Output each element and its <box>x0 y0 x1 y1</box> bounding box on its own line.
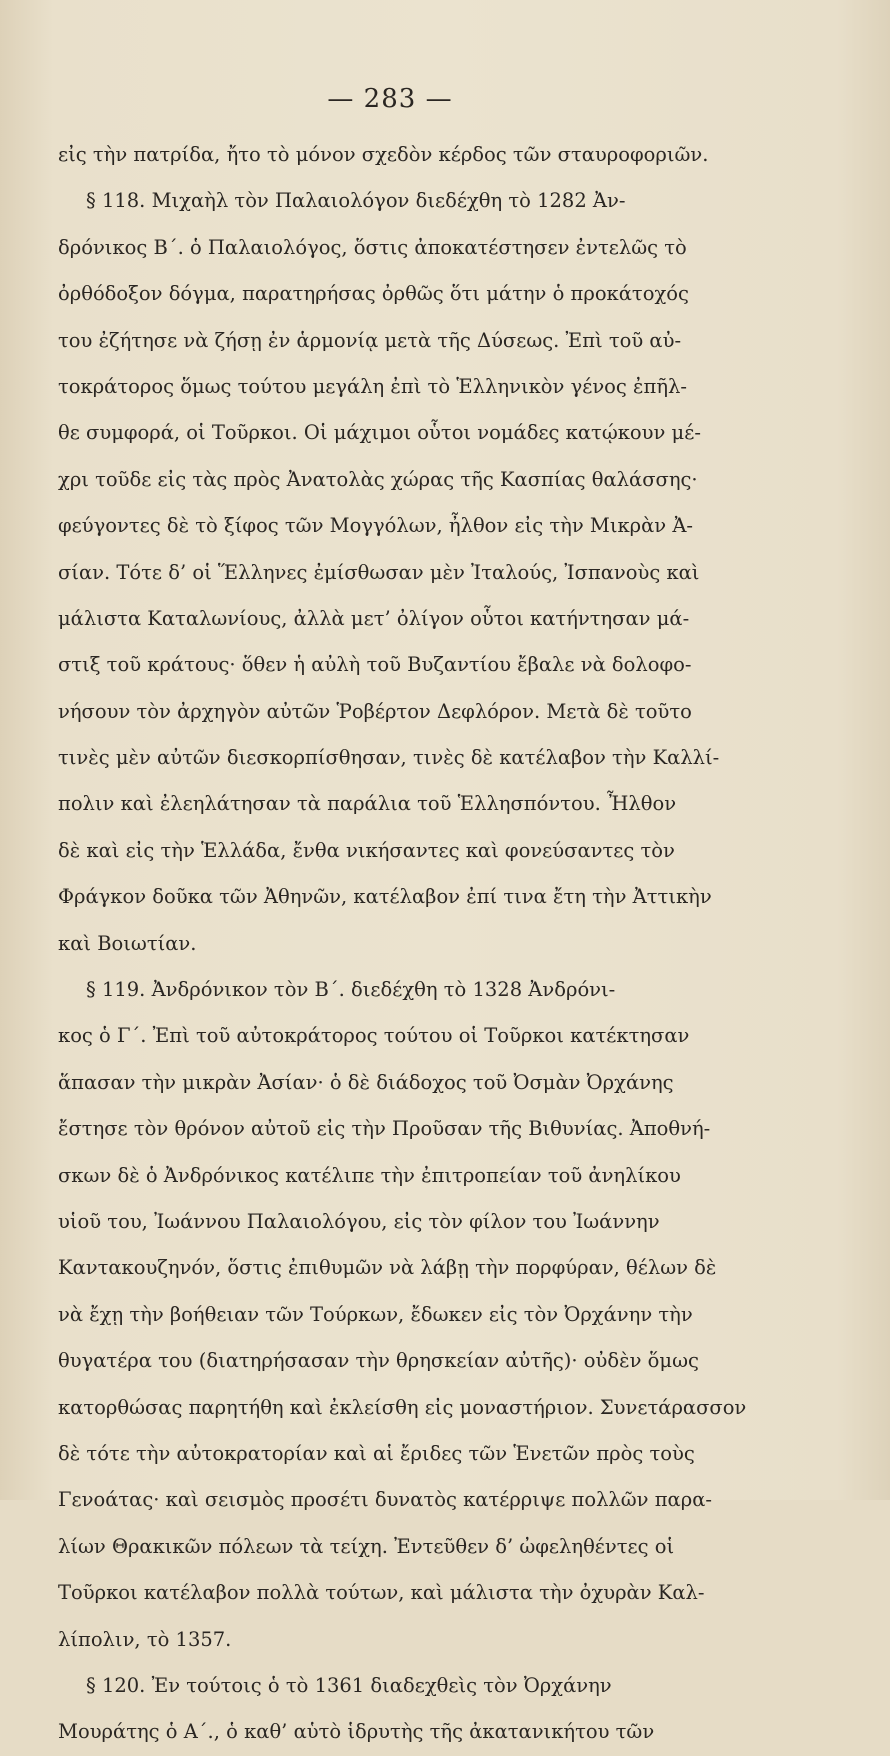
text-line: ἔστησε τὸν θρόνον αὐτοῦ εἰς τὴν Προῦσαν τῆς Βιθυνίας. Ἀποθνή- <box>58 1117 711 1141</box>
text-line: κατορθώσας παρητήθη καὶ ἐκλείσθη εἰς μοναστήριον. Συνετάρασσον <box>58 1395 747 1419</box>
text-line: Καντακουζηνόν, ὅστις ἐπιθυμῶν νὰ λάβῃ τὴν πορφύραν, θέλων δὲ <box>58 1256 717 1280</box>
text-line: σίαν. Τότε δ’ οἱ Ἕλληνες ἐμίσθωσαν μὲν Ἰταλούς, Ἰσπανοὺς καὶ <box>58 560 700 584</box>
text-line: ἅπασαν τὴν μικρὰν Ἀσίαν· ὁ δὲ διάδοχος τοῦ Ὀσμὰν Ὀρχάνης <box>58 1070 674 1094</box>
text-line: νήσουν τὸν ἀρχηγὸν αὐτῶν Ῥοβέρτον Δεφλόρον. Μετὰ δὲ τοῦτο <box>58 699 692 723</box>
text-line: δρόνικος Β΄. ὁ Παλαιολόγος, ὅστις ἀποκατέστησεν ἐντελῶς τὸ <box>58 235 687 259</box>
text-line: καὶ Βοιωτίαν. <box>58 931 197 955</box>
text-line: εἰς τὴν πατρίδα, ἤτο τὸ μόνον σχεδὸν κέρδος τῶν σταυροφοριῶν. <box>58 143 709 166</box>
text-line: λίπολιν, τὸ 1357. <box>58 1627 232 1651</box>
text-line: τινὲς μὲν αὐτῶν διεσκορπίσθησαν, τινὲς δὲ κατέλαβον τὴν Καλλί- <box>58 746 720 770</box>
text-line: κος ὁ Γ΄. Ἐπὶ τοῦ αὐτοκράτορος τούτου οἱ Τοῦρκοι κατέκτησαν <box>58 1024 690 1048</box>
text-line: υἱοῦ του, Ἰωάννου Παλαιολόγου, εἰς τὸν φίλον του Ἰωάννην <box>58 1209 660 1233</box>
text-line: Τοῦρκοι κατέλαβον πολλὰ τούτων, καὶ μάλιστα τὴν ὀχυρὰν Καλ- <box>58 1581 705 1605</box>
text-line: ὀρθόδοξον δόγμα, παρατηρήσας ὀρθῶς ὅτι μάτην ὁ προκάτοχός <box>58 282 689 306</box>
text-line: δὲ καὶ εἰς τὴν Ἑλλάδα, ἔνθα νικήσαντες καὶ φονεύσαντες τὸν <box>58 838 675 862</box>
text-line: πολιν καὶ ἐλεηλάτησαν τὰ παράλια τοῦ Ἑλλησπόντου. Ἦλθον <box>58 792 677 816</box>
text-line: τοκράτορος ὅμως τούτου μεγάλη ἐπὶ τὸ Ἑλληνικὸν γένος ἐπῆλ- <box>58 374 687 398</box>
text-line: φεύγοντες δὲ τὸ ξίφος τῶν Μογγόλων, ἦλθον εἰς τὴν Μικρὰν Ἀ- <box>58 514 694 538</box>
page-number: — 283 — <box>327 84 453 114</box>
text-line: Φράγκον δοῦκα τῶν Ἀθηνῶν, κατέλαβον ἐπί τινα ἔτη τὴν Ἀττικὴν <box>58 885 712 909</box>
section-118-heading-line: § 118. Μιχαὴλ τὸν Παλαιολόγον διεδέχθη τὸ 1282 Ἀν- <box>86 189 626 213</box>
text-line: σκων δὲ ὁ Ἀνδρόνικος κατέλιπε τὴν ἐπιτροπείαν τοῦ ἀνηλίκου <box>58 1163 681 1187</box>
text-line: του ἐζήτησε νὰ ζήσῃ ἐν ἁρμονίᾳ μετὰ τῆς Δύσεως. Ἐπὶ τοῦ αὐ- <box>58 328 682 352</box>
text-line: χρι τοῦδε εἰς τὰς πρὸς Ἀνατολὰς χώρας τῆς Κασπίας θαλάσσης· <box>58 467 698 491</box>
text-line: Γενοάτας· καὶ σεισμὸς προσέτι δυνατὸς κατέρριψε πολλῶν παρα- <box>58 1488 712 1512</box>
section-120-heading-line: § 120. Ἐν τούτοις ὁ τὸ 1361 διαδεχθεὶς τὸν Ὀρχάνην <box>86 1673 612 1697</box>
text-line: δὲ τότε τὴν αὐτοκρατορίαν καὶ αἱ ἔριδες τῶν Ἑνετῶν πρὸς τοὺς <box>58 1441 695 1465</box>
text-line: νὰ ἔχῃ τὴν βοήθειαν τῶν Τούρκων, ἔδωκεν εἰς τὸν Ὀρχάνην τὴν <box>58 1302 693 1326</box>
text-line: θυγατέρα του (διατηρήσασαν τὴν θρησκείαν αὐτῆς)· οὐδὲν ὅμως <box>58 1349 699 1373</box>
text-line: μάλιστα Καταλωνίους, ἀλλὰ μετ’ ὀλίγον οὗτοι κατήντησαν μά- <box>58 606 690 630</box>
text-line: Μουράτης ὁ Α΄., ὁ καθ’ αὑτὸ ἱδρυτὴς τῆς ἀκατανικήτου τῶν <box>58 1720 655 1744</box>
text-line: στιξ τοῦ κράτους· ὅθεν ἡ αὐλὴ τοῦ Βυζαντίου ἔβαλε νὰ δολοφο- <box>58 653 692 677</box>
text-line: θε συμφορά, οἱ Τοῦρκοι. Οἱ μάχιμοι οὗτοι νομάδες κατῴκουν μέ- <box>58 421 701 445</box>
section-119-heading-line: § 119. Ἀνδρόνικον τὸν Β΄. διεδέχθη τὸ 1328 Ἀνδρόνι- <box>86 978 616 1002</box>
text-line: λίων Θρακικῶν πόλεων τὰ τείχη. Ἐντεῦθεν δ’ ὠφεληθέντες οἱ <box>58 1534 675 1558</box>
body-text <box>58 132 782 1756</box>
